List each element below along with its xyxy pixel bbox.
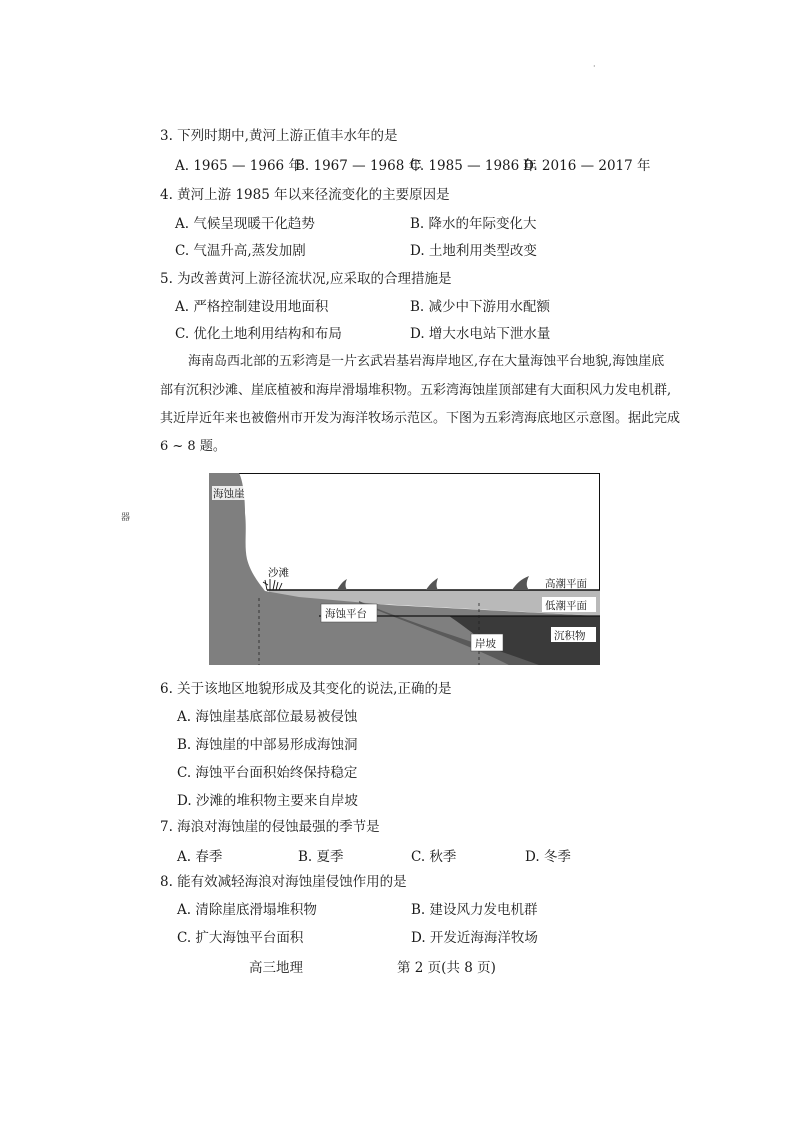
passage-line-4: 6 ~ 8 题。 bbox=[160, 439, 226, 454]
question-8-option-a: A. 清除崖底滑塌堆积物 bbox=[177, 902, 317, 918]
question-5-option-a: A. 严格控制建设用地面积 bbox=[175, 299, 329, 315]
label-high-tide: 高潮平面 bbox=[545, 578, 587, 590]
question-5-option-c: C. 优化土地利用结构和布局 bbox=[175, 326, 342, 342]
question-4-option-a: A. 气候呈现暖干化趋势 bbox=[175, 216, 315, 232]
label-platform: 海蚀平台 bbox=[325, 608, 367, 620]
passage-line-3: 其近岸近年来也被儋州市开发为海洋牧场示范区。下图为五彩湾海底地区示意图。据此完成 bbox=[160, 411, 681, 426]
question-7-option-d: D. 冬季 bbox=[525, 849, 571, 865]
label-beach: 沙滩 bbox=[268, 567, 289, 579]
passage-line-1: 海南岛西北部的五彩湾是一片玄武岩基岩海岸地区,存在大量海蚀平台地貌,海蚀崖底 bbox=[188, 354, 665, 369]
question-5-option-d: D. 增大水电站下泄水量 bbox=[410, 326, 551, 342]
question-7-option-c: C. 秋季 bbox=[411, 849, 457, 865]
passage-line-2: 部有沉积沙滩、崖底植被和海岸滑塌堆积物。五彩湾海蚀崖顶部建有大面积风力发电机群, bbox=[160, 383, 672, 398]
question-6-option-b: B. 海蚀崖的中部易形成海蚀洞 bbox=[177, 737, 358, 753]
label-slope: 岸坡 bbox=[475, 638, 496, 650]
question-3-stem: 3. 下列时期中,黄河上游正值丰水年的是 bbox=[160, 128, 398, 144]
question-5-option-b: B. 减少中下游用水配额 bbox=[410, 299, 551, 315]
question-4-option-c: C. 气温升高,蒸发加剧 bbox=[175, 243, 306, 259]
question-4-option-b: B. 降水的年际变化大 bbox=[410, 216, 537, 232]
question-6-stem: 6. 关于该地区地貌形成及其变化的说法,正确的是 bbox=[160, 681, 452, 697]
question-6-option-c: C. 海蚀平台面积始终保持稳定 bbox=[177, 765, 358, 781]
footer-subject: 高三地理 bbox=[249, 960, 303, 976]
side-mark: 器 bbox=[119, 512, 129, 521]
question-8-option-d: D. 开发近海海洋牧场 bbox=[411, 930, 538, 946]
label-sediment: 沉积物 bbox=[554, 630, 586, 642]
corner-mark: · bbox=[593, 62, 596, 71]
question-4-stem: 4. 黄河上游 1985 年以来径流变化的主要原因是 bbox=[160, 187, 450, 203]
question-8-option-c: C. 扩大海蚀平台面积 bbox=[177, 930, 304, 946]
question-3-option-c: C. 1985 — 1986 年 bbox=[410, 158, 538, 174]
question-8-option-b: B. 建设风力发电机群 bbox=[411, 902, 538, 918]
coastal-cross-section-diagram bbox=[209, 473, 600, 665]
label-cliff: 海蚀崖 bbox=[213, 488, 245, 500]
question-7-option-a: A. 春季 bbox=[177, 849, 223, 865]
question-6-option-a: A. 海蚀崖基底部位最易被侵蚀 bbox=[177, 709, 358, 725]
question-4-option-d: D. 土地利用类型改变 bbox=[410, 243, 537, 259]
question-6-option-d: D. 沙滩的堆积物主要来自岸坡 bbox=[177, 793, 358, 809]
footer-page-number: 第 2 页(共 8 页) bbox=[397, 960, 496, 976]
label-low-tide: 低潮平面 bbox=[545, 600, 587, 612]
question-8-stem: 8. 能有效减轻海浪对海蚀崖侵蚀作用的是 bbox=[160, 874, 407, 890]
question-7-option-b: B. 夏季 bbox=[298, 849, 344, 865]
question-7-stem: 7. 海浪对海蚀崖的侵蚀最强的季节是 bbox=[160, 819, 380, 835]
question-3-option-d: D. 2016 — 2017 年 bbox=[523, 158, 651, 174]
question-5-stem: 5. 为改善黄河上游径流状况,应采取的合理措施是 bbox=[160, 271, 452, 287]
question-3-option-b: B. 1967 — 1968 年 bbox=[295, 158, 423, 174]
question-3-option-a: A. 1965 — 1966 年 bbox=[175, 158, 302, 174]
